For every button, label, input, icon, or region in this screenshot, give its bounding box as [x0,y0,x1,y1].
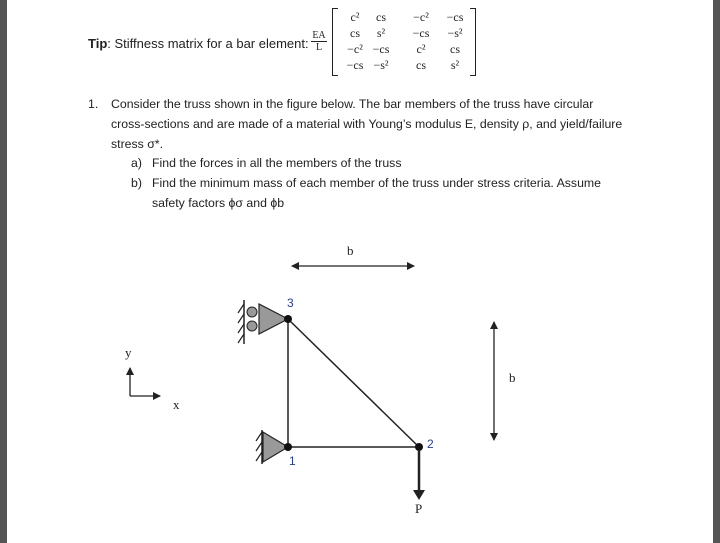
factor-denominator: L [315,42,323,53]
support-node-1 [256,430,288,464]
matrix-cell: cs [376,10,386,24]
matrix-cell: −cs [372,42,390,56]
part-b-text-1: Find the minimum mass of each member of the truss under stress criteria. Assume [152,176,601,190]
question-number: 1. [88,97,99,111]
tip-prefix: Tip [88,36,108,51]
matrix-cell: c² [350,10,360,24]
part-a-label: a) [131,156,142,170]
part-b-text-2: safety factors ϕσ and ϕb [152,196,285,210]
factor-numerator: EA [312,30,326,41]
matrix-cell: s² [376,26,386,40]
tip-text: : Stiffness matrix for a bar element: [107,36,309,51]
node-label-2: 2 [427,437,434,451]
matrix-cell: −cs [412,26,430,40]
question-line-1: Consider the truss shown in the figure below. The bar members of the truss have circular [111,97,594,111]
matrix-cell: cs [350,26,360,40]
matrix-cell: s² [450,58,460,72]
matrix-cell: −cs [446,10,464,24]
dimension-label-vertical: b [509,370,516,385]
node-label-1: 1 [289,454,296,468]
matrix-cell: −s² [373,58,389,72]
question-line-2: cross-sections and are made of a material with Young’s modulus E, density ρ, and yield/failure [111,117,623,131]
load-label: P [415,501,423,516]
axis-label-y: y [125,345,132,360]
dimension-label-horizontal: b [347,243,354,258]
node-label-3: 3 [287,296,294,310]
support-node-3 [238,300,288,344]
question-line-3: stress σ*. [111,137,164,151]
matrix-cell: cs [416,58,426,72]
matrix-cell: −cs [346,58,364,72]
part-a-text: Find the forces in all the members of the truss [152,156,402,170]
part-b-label: b) [131,176,142,190]
matrix-cell: −c² [413,10,429,24]
node-3-dot [284,315,292,323]
member-2-3 [288,319,419,447]
load-arrow-head [413,490,425,500]
matrix-cell: c² [416,42,426,56]
axis-label-x: x [173,397,180,412]
node-2-dot [415,443,423,451]
node-1-dot [284,443,292,451]
matrix-cell: −s² [447,26,463,40]
matrix-cell: cs [450,42,460,56]
matrix-cell: −c² [347,42,363,56]
